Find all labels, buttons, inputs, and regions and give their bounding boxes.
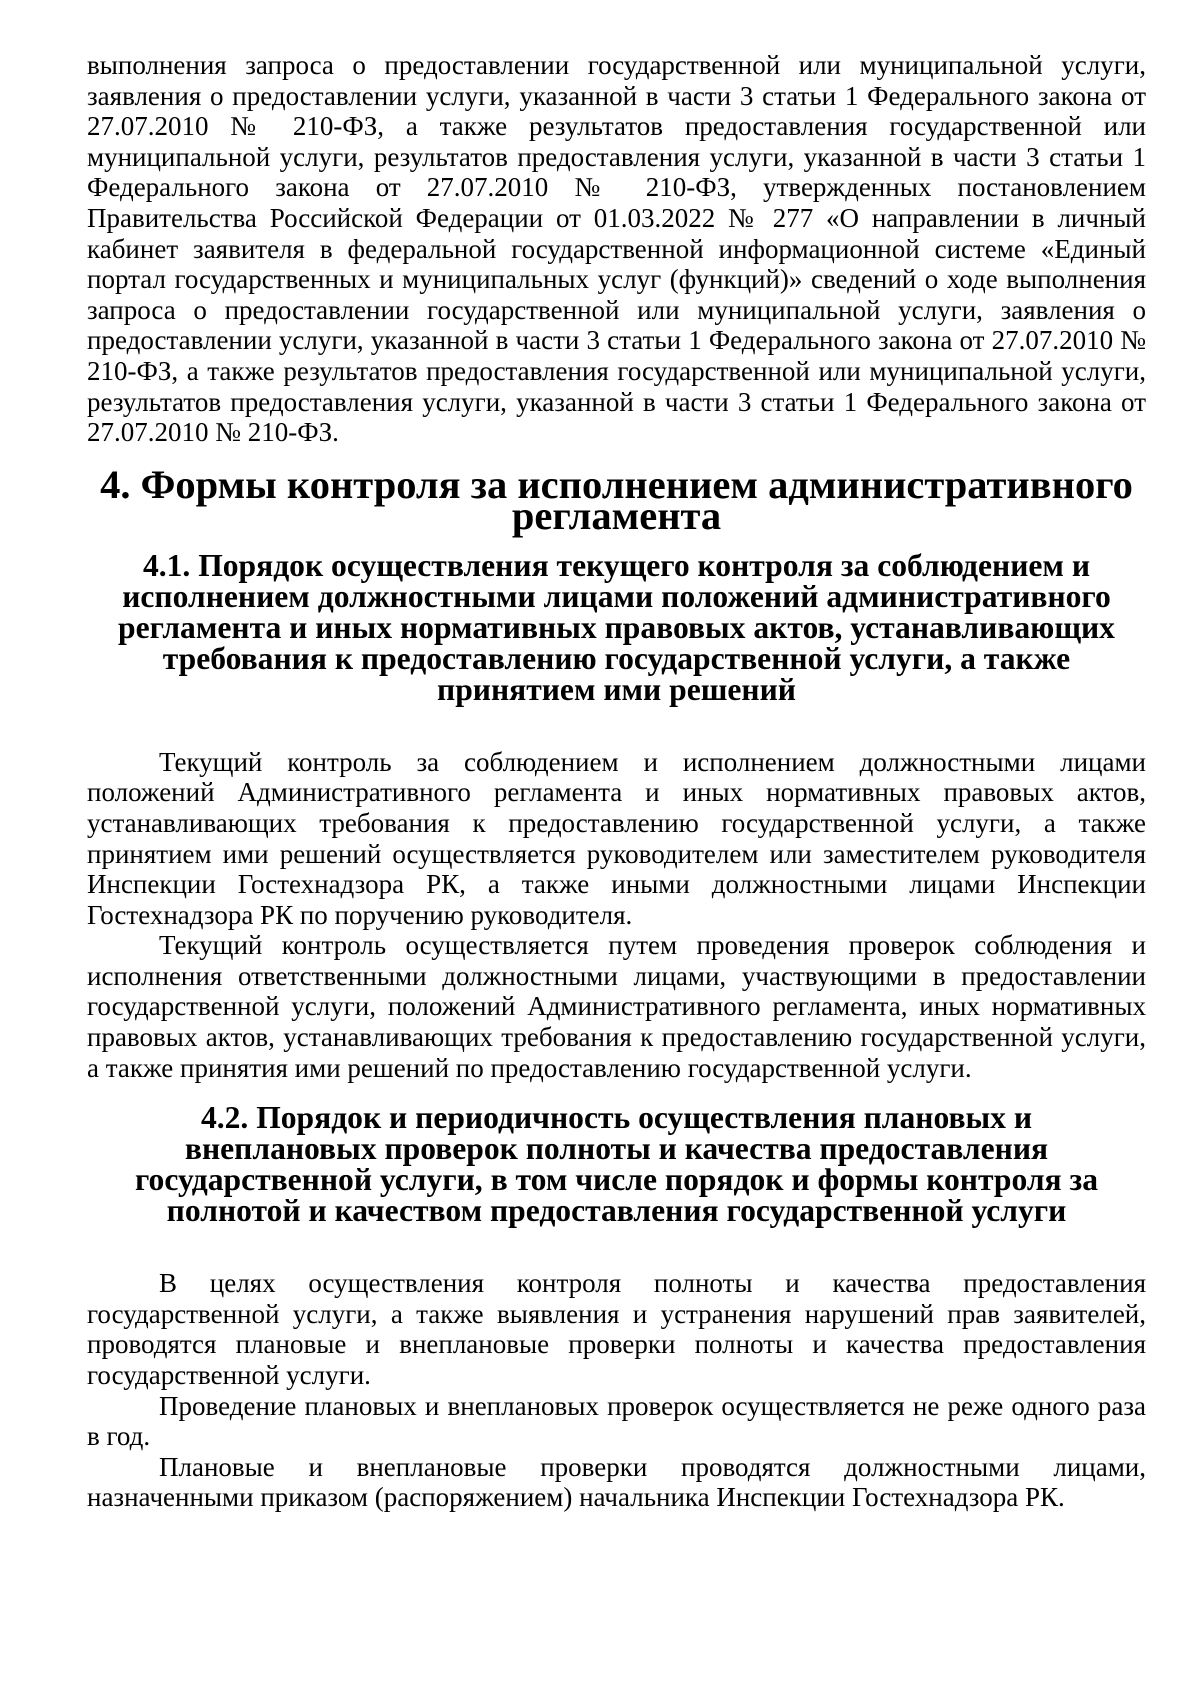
- paragraph-inspection-frequency: Проведение плановых и внеплановых проверок осуществляется не реже одного раза в год.: [87, 1390, 1146, 1452]
- document-page: [87, 50, 1146, 1513]
- subsection-4-2-heading: 4.2. Порядок и периодичность осуществления плановых и внеплановых проверок полноты и качества предоставления государственной услуги, в том числе порядок и формы контроля за полнотой и качеством предоставления государственной услуги: [135, 1100, 1098, 1229]
- paragraph-current-control: Текущий контроль за соблюдением и исполнением должностными лицами положений Административного регламента и иных нормативных правовых актов, устанавливающих требования к предоставлению государственной услуги, а также принятием ими решений осуществляется руководителем или заместителем руководителя Инспекции Гостехнадзора РК, а также иными должностными лицами Инспекции Гостехнадзора РК по поручению руководителя.: [87, 746, 1146, 930]
- intro-paragraph: выполнения запроса о предоставлении государственной или муниципальной услуги, заявления о предоставлении услуги, указанной в части 3 статьи 1 Федерального закона от 27.07.2010 № 210-ФЗ, а также результатов предоставления государственной или муниципальной услуги, результатов предоставления услуги, указанной в части 3 статьи 1 Федерального закона от 27.07.2010 № 210-ФЗ, утвержденных постановлением Правительства Российской Федерации от 01.03.2022 № 277 «О направлении в личный кабинет заявителя в федеральной государственной информационной системе «Единый портал государственных и муниципальных услуг (функций)» сведений о ходе выполнения запроса о предоставлении государственной или муниципальной услуги, заявления о предоставлении услуги, указанной в части 3 статьи 1 Федерального закона от 27.07.2010 № 210-ФЗ, а также результатов предоставления государственной или муниципальной услуги, результатов предоставления услуги, указанной в части 3 статьи 1 Федерального закона от 27.07.2010 № 210-ФЗ.: [87, 50, 1146, 448]
- section-4-heading: 4. Формы контроля за исполнением административного регламента: [100, 461, 1133, 538]
- paragraph-inspection-purpose: В целях осуществления контроля полноты и качества предоставления государственной услуги, а также выявления и устранения нарушений прав заявителей, проводятся плановые и внеплановые проверки полноты и качества предоставления государственной услуги.: [87, 1268, 1146, 1391]
- paragraph-inspection-officials: Плановые и внеплановые проверки проводятся должностными лицами, назначенными приказом (распоряжением) начальника Инспекции Гостехнадзора РК.: [87, 1451, 1146, 1513]
- subsection-4-1-heading: 4.1. Порядок осуществления текущего контроля за соблюдением и исполнением должностными лицами положений административного регламента и иных нормативных правовых актов, устанавливающих требования к предоставлению государственной услуги, а также принятием ими решений: [118, 547, 1115, 707]
- paragraph-current-control-method: Текущий контроль осуществляется путем проведения проверок соблюдения и исполнения ответственными должностными лицами, участвующими в предоставлении государственной услуги, положений Административного регламента, иных нормативных правовых актов, устанавливающих требования к предоставлению государственной услуги, а также принятия ими решений по предоставлению государственной услуги.: [87, 930, 1146, 1083]
